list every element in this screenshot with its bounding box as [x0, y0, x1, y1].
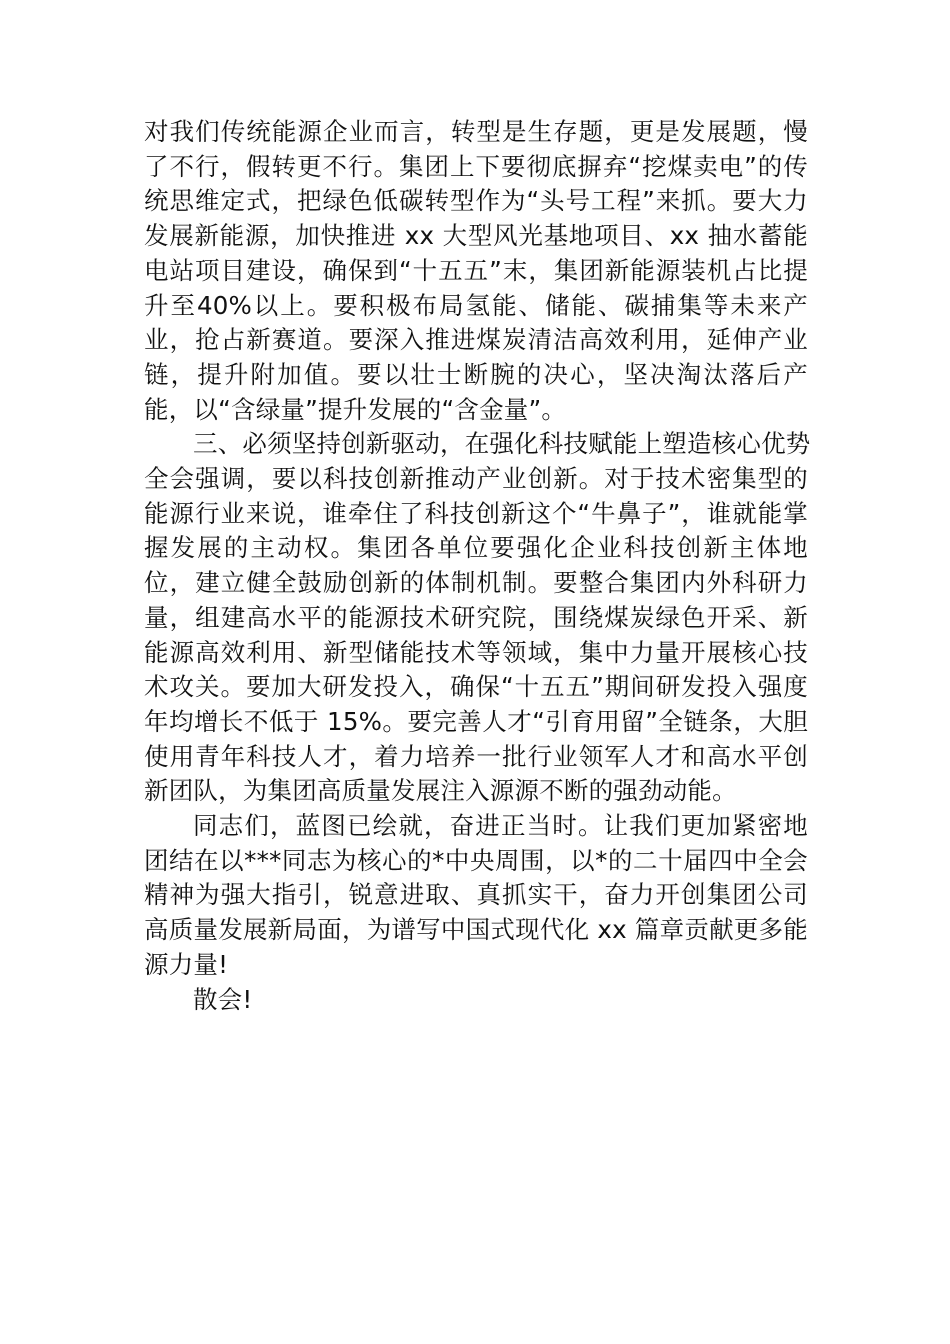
- paragraph-adjourn: 散会!: [193, 984, 253, 1014]
- section-heading-three: 三、必须坚持创新驱动，在强化科技赋能上塑造核心优势: [193, 429, 811, 459]
- paragraph-closing-call: 同志们，蓝图已绘就，奋进正当时。让我们更加紧密地团结在以***同志为核心的*中央周围，以*的二十届四中全会精神为强大指引，锐意进取、真抓实干，奋力开创集团公司高质量发展新局面，为谱写中国式现代化 xx 篇章贡献更多能源力量!: [144, 811, 808, 979]
- paragraph-transition: 对我们传统能源企业而言，转型是生存题，更是发展题，慢了不行，假转更不行。集团上下要彻底摒弃“挖煤卖电”的传统思维定式，把绿色低碳转型作为“头号工程”来抓。要大力发展新能源，加快推进 xx 大型风光基地项目、xx 抽水蓄能电站项目建设，确保到“十五五”末，集团新能源装机占比提升至40%以上。要积极布局氢能、储能、碳捕集等未来产业，抢占新赛道。要深入推进煤炭清洁高效利用，延伸产业链，提升附加值。要以壮士断腕的决心，坚决淘汰落后产能，以“含绿量”提升发展的“含金量”。: [144, 117, 808, 424]
- paragraph-innovation: 全会强调，要以科技创新推动产业创新。对于技术密集型的能源行业来说，谁牵住了科技创新这个“牛鼻子”，谁就能掌握发展的主动权。集团各单位要强化企业科技创新主体地位，建立健全鼓励创新的体制机制。要整合集团内外科研力量，组建高水平的能源技术研究院，围绕煤炭绿色开采、新能源高效利用、新型储能技术等领域，集中力量开展核心技术攻关。要加大研发投入，确保“十五五”期间研发投入强度年均增长不低于 15%。要完善人才“引育用留”全链条，大胆使用青年科技人才，着力培养一批行业领军人才和高水平创新团队，为集团高质量发展注入源源不断的强劲动能。: [144, 464, 808, 806]
- document-body: [144, 115, 811, 1017]
